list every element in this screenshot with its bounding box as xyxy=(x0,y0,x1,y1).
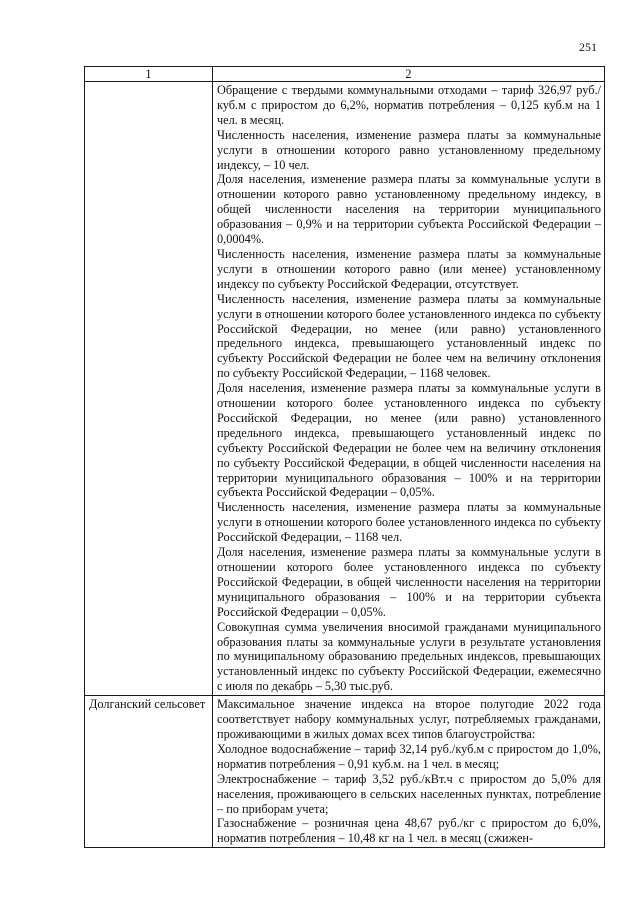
paragraph: Газоснабжение – розничная цена 48,67 руб./кг с приростом до 6,0%, норматив потребления – 10,48 кг на 1 чел. в месяц (сжижен- xyxy=(217,816,601,846)
table-row xyxy=(85,82,605,696)
municipality-name: Долганский сельсовет xyxy=(85,696,213,848)
paragraph: Численность населения, изменение размера платы за коммунальные услуги в отношении которого равно установленному предельному индексу, – 10 чел. xyxy=(217,127,601,172)
paragraph: Доля населения, изменение размера платы за коммунальные услуги в отношении которого равно установленному предельному индексу, в общей численности населения на территории муниципального образования – 0,9% и на территории субъекта Российской Федерации – 0,0004%. xyxy=(217,172,601,247)
paragraph: Максимальное значение индекса на второе полугодие 2022 года соответствует набору коммунальных услуг, потребляемых гражданами, проживающими в жилых домах всех типов благоустройства: xyxy=(217,697,601,741)
paragraph: Доля населения, изменение размера платы за коммунальные услуги в отношении которого более установленного индекса по субъекту Российской Федерации, в общей численности населения на территории муниципального образования – 100% и на территории субъекта Российской Федерации – 0,05%. xyxy=(217,545,601,619)
description-cell xyxy=(213,82,605,696)
paragraph: Электроснабжение – тариф 3,52 руб./кВт.ч с приростом до 5,0% для населения, проживающего в сельских населенных пунктах, потребление – по приборам учета; xyxy=(217,771,601,816)
column-header-2: 2 xyxy=(213,67,605,82)
paragraph: Численность населения, изменение размера платы за коммунальные услуги в отношении которого более установленного индекса по субъекту Российской Федерации, но менее (или равно) установленного предельного индекса, превышающего установленный индекс по субъекту Российской Федерации не более чем на величину отклонения по субъекту Российской Федерации, – 1168 человек. xyxy=(217,291,601,381)
table-header-row xyxy=(85,67,605,82)
column-header-1: 1 xyxy=(85,67,213,82)
paragraph: Доля населения, изменение размера платы за коммунальные услуги в отношении которого более установленного индекса по субъекту Российской Федерации, но менее (или равно) установленного предельного индекса, превышающего установленный индекс по субъекту Российской Федерации не более чем на величину отклонения по субъекту Российской Федерации, в общей численности населения на территории муниципального образования – 100% и на территории субъекта Российской Федерации – 0,05%. xyxy=(217,381,601,500)
paragraph: Совокупная сумма увеличения вносимой гражданами муниципального образования платы за коммунальные услуги в результате установления по муниципальному образованию предельных индексов, превышающих установленный индекс по субъекту Российской Федерации, ежемесячно с июля по декабрь – 5,30 тыс.руб. xyxy=(217,619,601,694)
table-row xyxy=(85,696,605,848)
paragraph: Обращение с твердыми коммунальными отходами – тариф 326,97 руб./куб.м с приростом до 6,2%, норматив потребления – 0,125 куб.м на 1 чел. в месяц. xyxy=(217,83,601,127)
description-content xyxy=(217,697,601,846)
municipality-name xyxy=(85,82,213,696)
data-table xyxy=(84,66,605,848)
paragraph: Численность населения, изменение размера платы за коммунальные услуги в отношении которого более установленного индекса по субъекту Российской Федерации, – 1168 чел. xyxy=(217,500,601,545)
paragraph: Численность населения, изменение размера платы за коммунальные услуги в отношении которого равно (или менее) установленному индексу по субъекту Российской Федерации, отсутствует. xyxy=(217,246,601,291)
page-number: 251 xyxy=(579,40,597,54)
description-cell xyxy=(213,696,605,848)
paragraph: Холодное водоснабжение – тариф 32,14 руб./куб.м с приростом до 1,0%, норматив потребления – 0,91 куб.м. на 1 чел. в месяц; xyxy=(217,741,601,771)
